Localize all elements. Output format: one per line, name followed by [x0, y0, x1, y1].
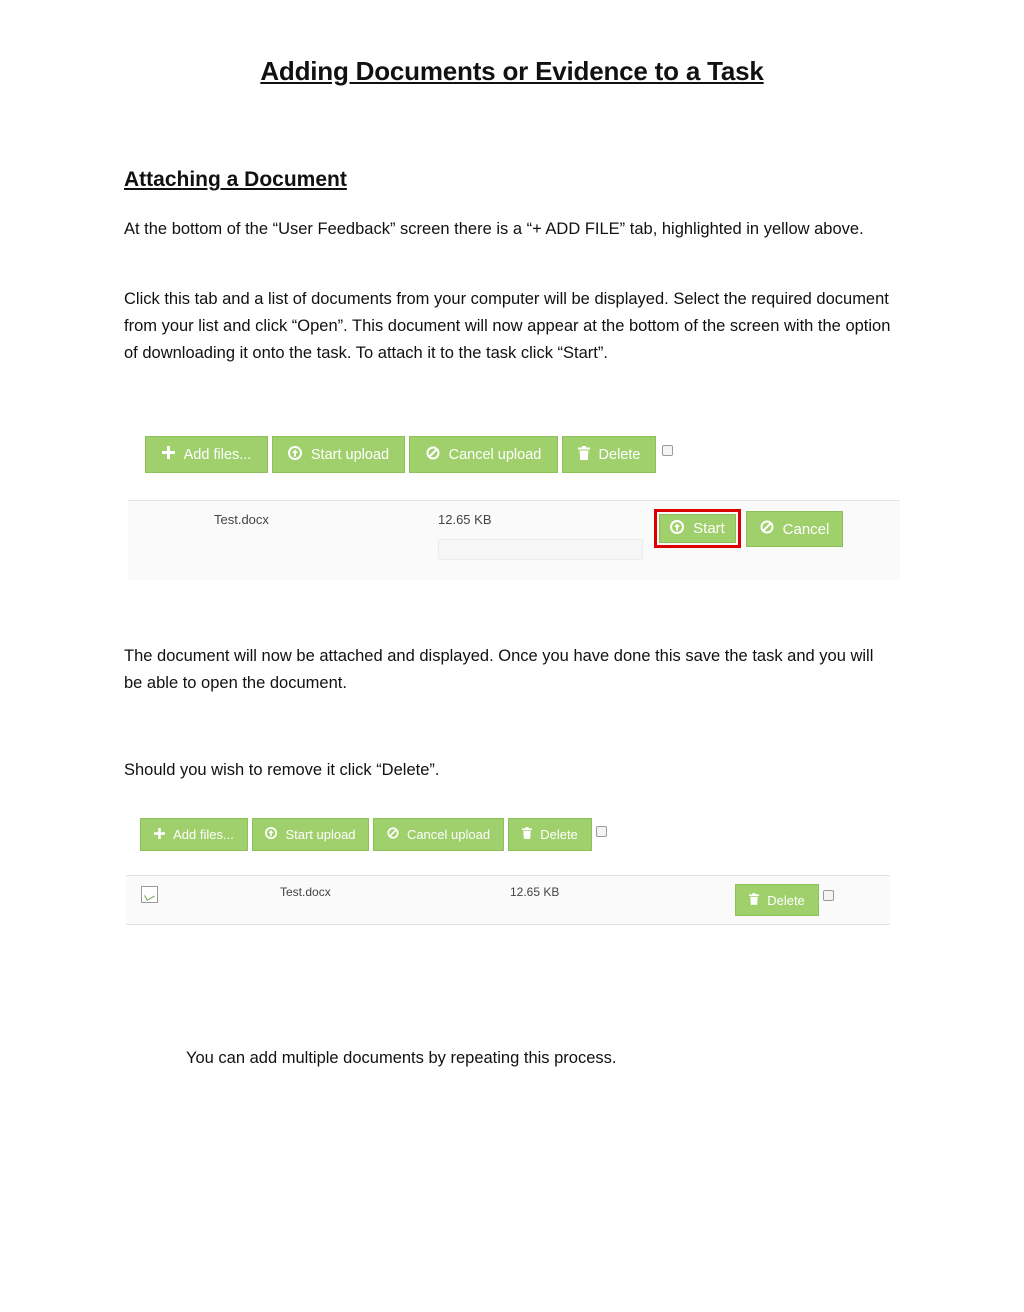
select-all-checkbox[interactable]: [662, 445, 673, 456]
file-row: [126, 875, 890, 925]
add-files-button[interactable]: [140, 818, 248, 851]
ban-icon: [426, 446, 440, 464]
file-cancel-label: Cancel: [782, 520, 830, 538]
file-select-checkbox[interactable]: [823, 890, 834, 901]
file-cancel-button[interactable]: [746, 511, 843, 547]
start-upload-button[interactable]: [272, 436, 405, 473]
upload-toolbar: [145, 436, 673, 473]
delete-button[interactable]: [562, 436, 656, 473]
paragraph-instructions: Click this tab and a list of documents from your computer will be displayed. Select the required document from your list and click “Open”. This document will now appear at the bottom of the screen with the option of downloading it onto the task. To attach it to the task click “Start”.: [124, 290, 891, 362]
document-title: Adding Documents or Evidence to a Task: [260, 56, 764, 86]
delete-label: Delete: [598, 446, 641, 463]
select-all-checkbox[interactable]: [596, 826, 607, 837]
start-upload-label: Start upload: [285, 827, 356, 842]
trash-icon: [578, 446, 590, 464]
upload-progress-bar: [438, 539, 643, 560]
file-start-button[interactable]: [659, 514, 736, 543]
file-delete-button[interactable]: [735, 884, 819, 916]
plus-icon: [162, 446, 175, 463]
cancel-upload-button[interactable]: [373, 818, 504, 851]
paragraph-attached: The document will now be attached and displayed. Once you have done this save the task and you will be able to open the document.: [124, 647, 874, 692]
ban-icon: [387, 827, 399, 842]
trash-icon: [522, 827, 532, 842]
start-highlight-box: [654, 509, 741, 548]
start-upload-button[interactable]: [252, 818, 369, 851]
section-title: Attaching a Document: [124, 168, 347, 191]
file-delete-label: Delete: [767, 892, 805, 908]
add-files-label: Add files...: [183, 446, 252, 463]
file-name: Test.docx: [214, 512, 269, 527]
delete-button[interactable]: [508, 818, 592, 851]
file-size: 12.65 KB: [438, 512, 492, 527]
file-start-label: Start: [693, 520, 725, 537]
file-size: 12.65 KB: [510, 885, 560, 899]
cancel-upload-button[interactable]: [409, 436, 558, 473]
start-upload-label: Start upload: [310, 446, 390, 463]
arrow-up-circle-icon: [288, 446, 302, 464]
trash-icon: [749, 893, 759, 908]
arrow-up-circle-icon: [670, 520, 684, 538]
paragraph-remove: Should you wish to remove it click “Delete”.: [124, 761, 440, 779]
paragraph-intro: At the bottom of the “User Feedback” screen there is a “+ ADD FILE” tab, highlighted in yellow above.: [124, 220, 864, 238]
add-files-label: Add files...: [173, 827, 234, 842]
add-files-button[interactable]: [145, 436, 268, 473]
file-thumbnail-icon: [141, 886, 158, 903]
arrow-up-circle-icon: [265, 827, 277, 842]
file-row: [128, 500, 900, 580]
file-name: Test.docx: [280, 885, 331, 899]
cancel-upload-label: Cancel upload: [406, 827, 491, 842]
upload-toolbar-2: [140, 818, 607, 851]
cancel-upload-label: Cancel upload: [448, 446, 542, 463]
plus-icon: [154, 827, 165, 842]
paragraph-multiple: You can add multiple documents by repeating this process.: [186, 1049, 617, 1067]
ban-icon: [760, 520, 774, 538]
delete-label: Delete: [540, 827, 578, 842]
